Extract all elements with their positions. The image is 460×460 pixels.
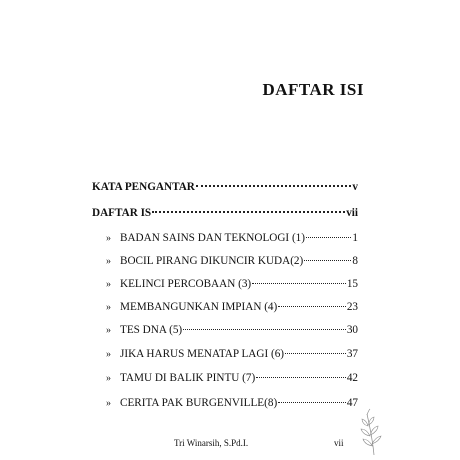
bullet-marker: » (106, 325, 111, 336)
toc-entry-label: KELINCI PERCOBAAN (3) (120, 278, 252, 290)
dot-leader (306, 237, 351, 238)
toc-entry-page: 23 (346, 301, 358, 313)
toc-entry-label: BADAN SAINS DAN TEKNOLOGI (1) (120, 232, 305, 244)
dot-leader (252, 283, 346, 284)
toc-entry-label: BOCIL PIRANG DIKUNCIR KUDA(2) (120, 255, 304, 267)
toc-sub-entry (106, 372, 358, 384)
toc-sub-entry (106, 232, 358, 244)
toc-entry-page: v (352, 181, 358, 193)
toc-entry-page: 15 (346, 278, 358, 290)
footer-author: Tri Winarsih, S.Pd.I. (174, 438, 249, 448)
toc-entry-kata-pengantar (92, 181, 358, 193)
dot-leader (304, 260, 351, 261)
bullet-marker: » (106, 373, 111, 384)
leaf-sprig-icon (358, 408, 388, 456)
dot-leader (183, 329, 346, 330)
dot-leader (152, 211, 345, 213)
dot-leader (278, 402, 346, 403)
toc-entry-page: 8 (352, 255, 358, 267)
dot-leader (256, 377, 346, 378)
dot-leader (196, 185, 352, 187)
toc-entry-page: 47 (346, 397, 358, 409)
toc-sub-entry (106, 301, 358, 313)
toc-entry-label: KATA PENGANTAR (92, 181, 195, 193)
toc-entry-label: MEMBANGUNKAN IMPIAN (4) (120, 301, 278, 313)
dot-leader (285, 353, 346, 354)
toc-sub-entry (106, 397, 358, 409)
bullet-marker: » (106, 279, 111, 290)
toc-entry-label: DAFTAR IS (92, 207, 152, 219)
bullet-marker: » (106, 302, 111, 313)
dot-leader (278, 306, 346, 307)
toc-entry-page: vii (346, 207, 358, 219)
toc-sub-entry (106, 324, 358, 336)
bullet-marker: » (106, 256, 111, 267)
toc-entry-page: 1 (352, 232, 358, 244)
toc-sub-entry (106, 348, 358, 360)
bullet-marker: » (106, 233, 111, 244)
toc-entry-label: CERITA PAK BURGENVILLE(8) (120, 397, 278, 409)
toc-entry-page: 37 (346, 348, 358, 360)
toc-sub-entry (106, 255, 358, 267)
toc-sub-entry (106, 278, 358, 290)
toc-entry-label: TES DNA (5) (120, 324, 183, 336)
toc-entry-label: TAMU DI BALIK PINTU (7) (120, 372, 256, 384)
footer-page-number: vii (334, 438, 344, 448)
toc-entry-page: 42 (346, 372, 358, 384)
bullet-marker: » (106, 398, 111, 409)
page-title: DAFTAR ISI (262, 80, 364, 99)
toc-entry-label: JIKA HARUS MENATAP LAGI (6) (120, 348, 285, 360)
toc-entry-page: 30 (346, 324, 358, 336)
toc-entry-daftar-is (92, 207, 358, 219)
bullet-marker: » (106, 349, 111, 360)
